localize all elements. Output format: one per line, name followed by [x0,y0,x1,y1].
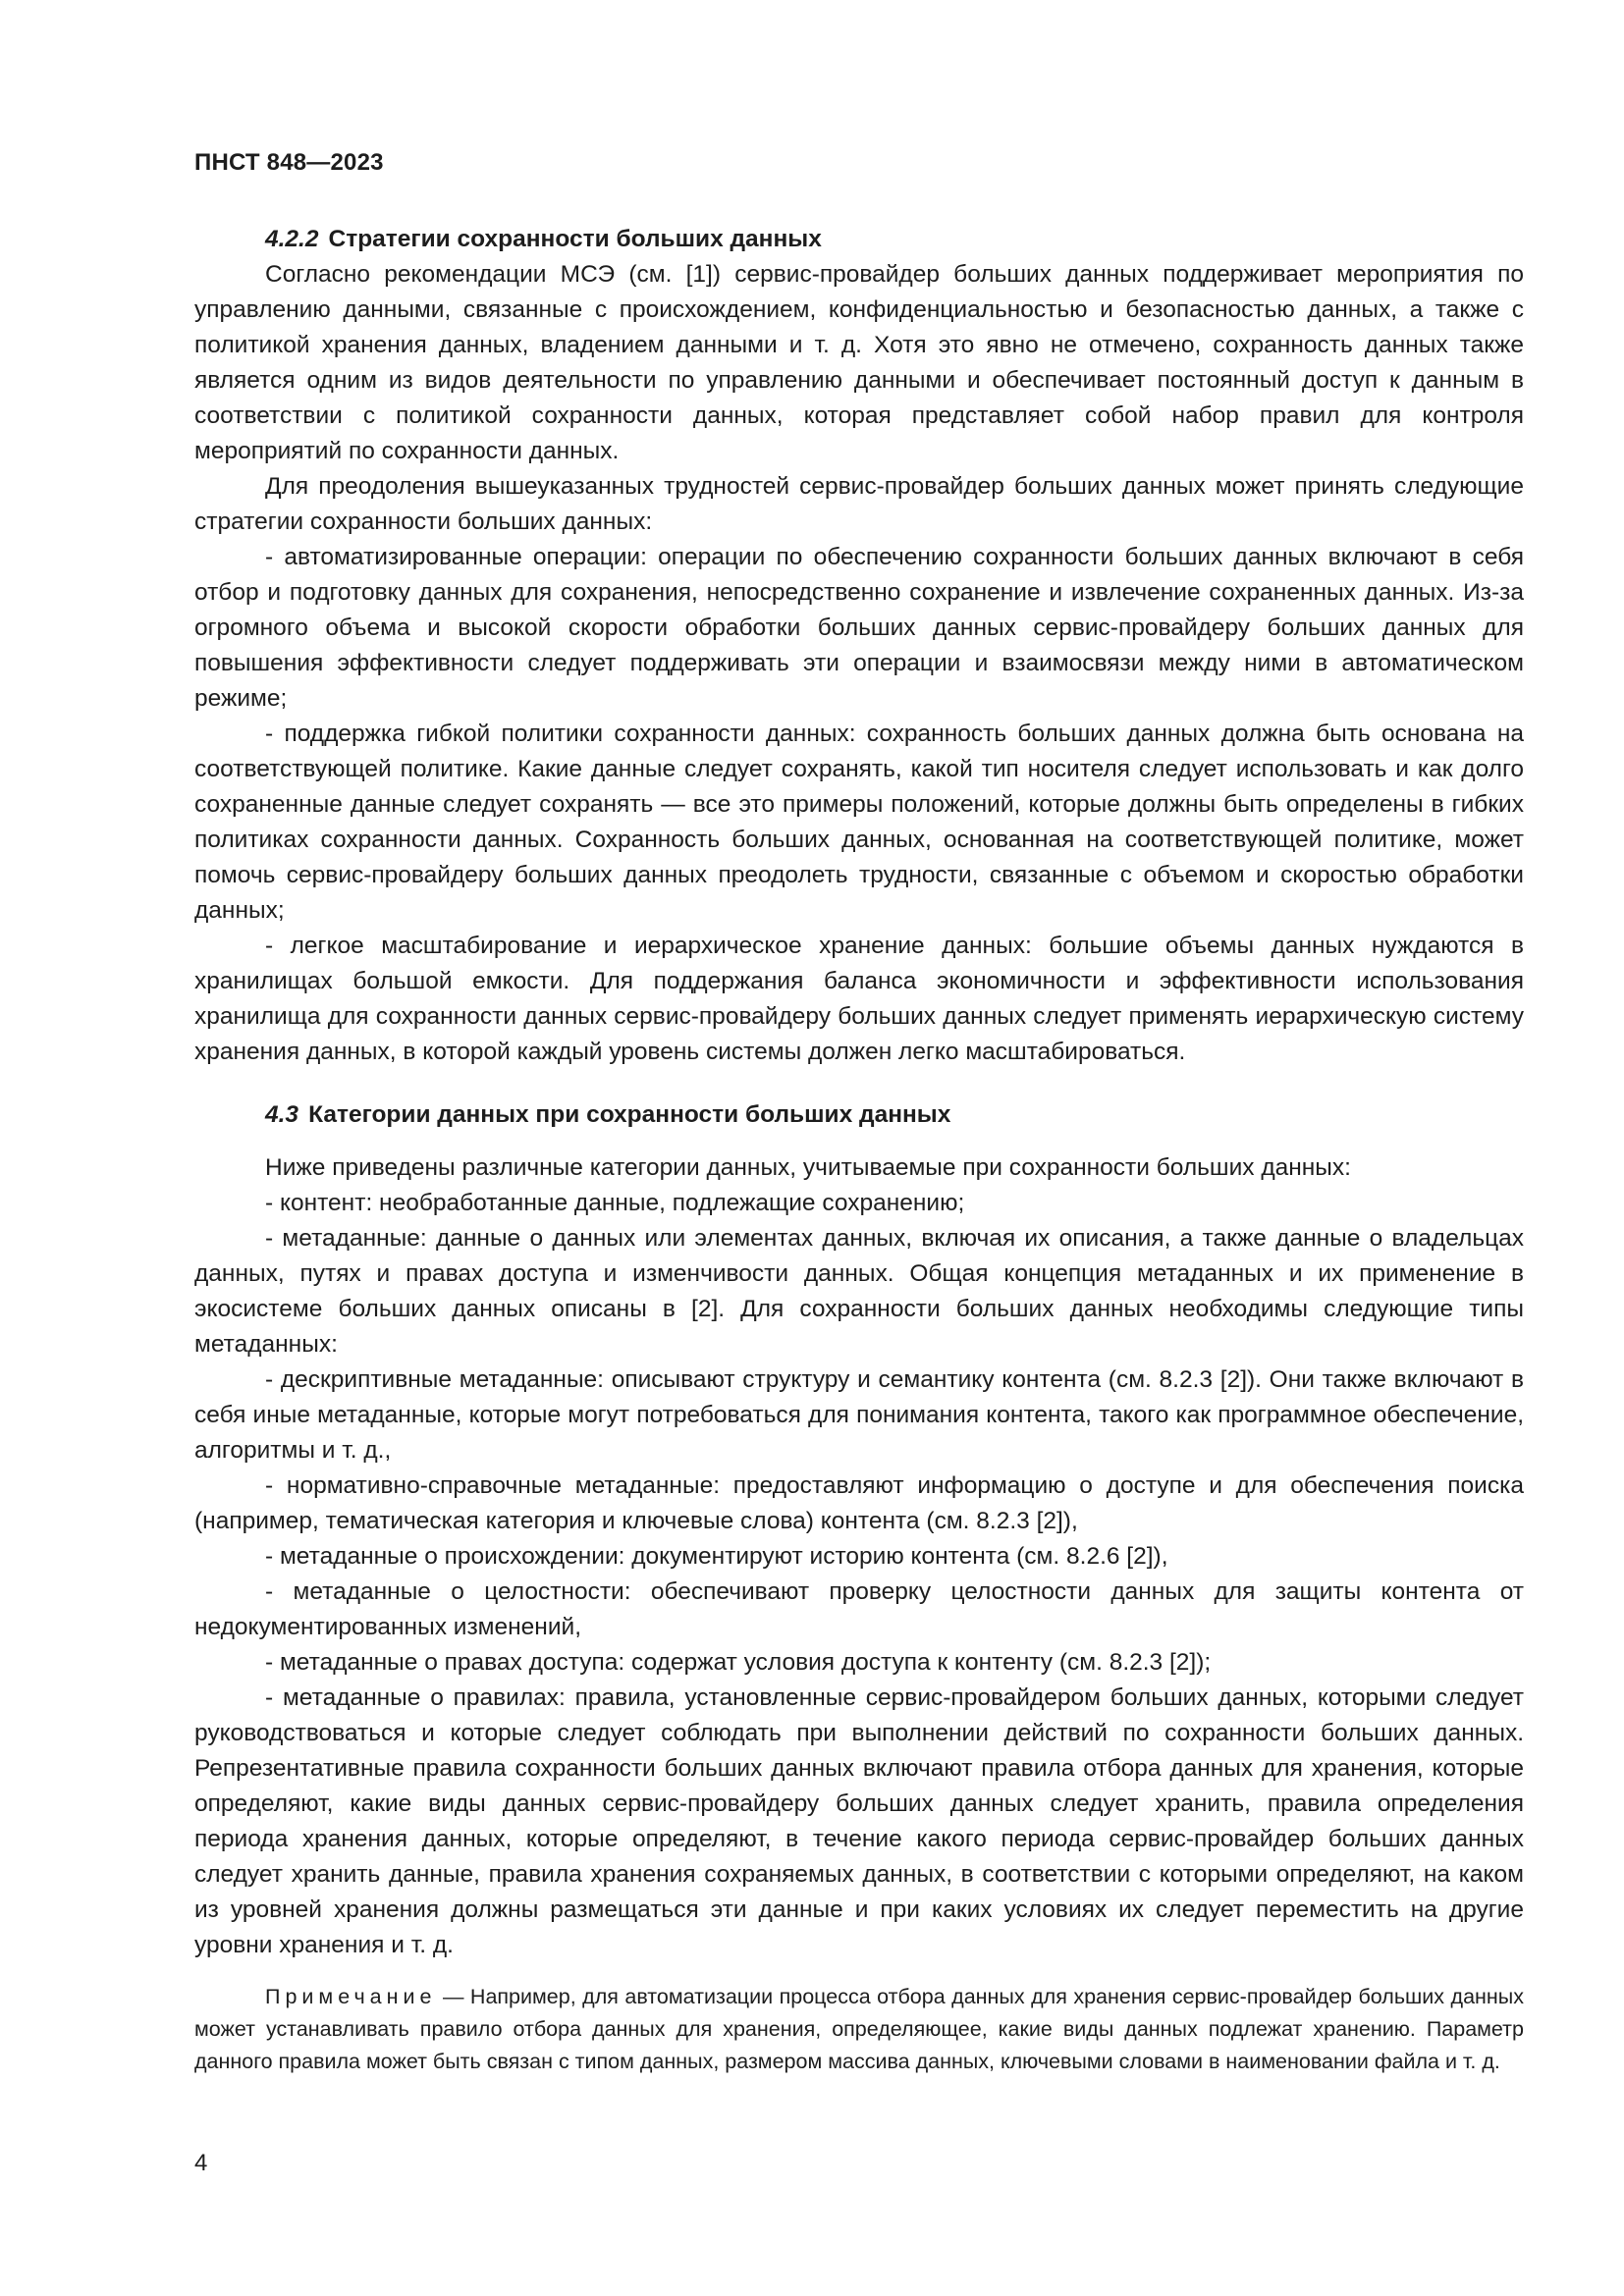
section-title: Стратегии сохранности больших данных [328,226,822,252]
list-item: - поддержка гибкой политики сохранности данных: сохранность больших данных должна быть основана на соответствующей политике. Какие данные следует сохранять, какой тип носителя следует использовать и как долго сохраненные данные следует сохранять — все это примеры положений, которые должны быть определены в гибких политиках сохранности данных. Сохранность больших данных, основанная на соответствующей политике, может помочь сервис-провайдеру больших данных преодолеть трудности, связанные с объемом и скоростью обработки данных; [194,721,1524,924]
section-heading-4-2-2 [194,222,1524,257]
document-code-header: ПНСТ 848—2023 [194,149,384,176]
list-item: - легкое масштабирование и иерархическое хранение данных: большие объемы данных нуждаются в хранилищах большой емкости. Для поддержания баланса экономичности и эффективности использования хранилища для сохранности данных сервис-провайдеру больших данных следует применять иерархическую систему хранения данных, в которой каждый уровень системы должен легко масштабироваться. [194,933,1524,1065]
section-number: 4.3 [265,1101,299,1128]
section-heading-4-3 [194,1097,1524,1133]
list-item: - метаданные: данные о данных или элементах данных, включая их описания, а также данные о владельцах данных, путях и правах доступа и изменчивости данных. Общая концепция метаданных и их применение в экосистеме больших данных описаны в [2]. Для сохранности больших данных необходимы следующие типы метаданных: [194,1225,1524,1358]
note-label: Примечание [265,1985,437,2008]
list-item: - контент: необработанные данные, подлежащие сохранению; [265,1190,965,1216]
page-content [194,222,1524,2078]
section-number: 4.2.2 [265,226,319,252]
note-paragraph [194,1981,1524,2078]
note-text: — Например, для автоматизации процесса отбора данных для хранения сервис-провайдер больших данных может устанавливать правило отбора данных для хранения, определяющее, какие виды данных подлежат хранению. Параметр данного правила может быть связан с типом данных, размером массива данных, ключевыми словами в наименовании файла и т. д. [194,1985,1524,2073]
list-item: - дескриптивные метаданные: описывают структуру и семантику контента (см. 8.2.3 [2]). Они также включают в себя иные метаданные, которые могут потребоваться для понимания контента, такого как программное обеспечение, алгоритмы и т. д., [194,1366,1524,1464]
list-item: - метаданные о правилах: правила, установленные сервис-провайдером больших данных, которыми следует руководствоваться и которые следует соблюдать при выполнении действий по сохранности больших данных. Репрезентативные правила сохранности больших данных включают правила отбора данных для хранения, которые определяют, какие виды данных сервис-провайдеру больших данных следует хранить, правила определения периода хранения данных, которые определяют, в течение какого периода сервис-провайдер больших данных следует хранить данные, правила хранения сохраняемых данных, в соответствии с которыми определяют, на каком из уровней хранения должны размещаться эти данные и при каких условиях их следует переместить на другие уровни хранения и т. д. [194,1684,1524,1958]
list-item: - автоматизированные операции: операции по обеспечению сохранности больших данных включают в себя отбор и подготовку данных для сохранения, непосредственно сохранение и извлечение сохраненных данных. Из-за огромного объема и высокой скорости обработки больших данных сервис-провайдеру больших данных для повышения эффективности следует поддерживать эти операции и взаимосвязи между ними в автоматическом режиме; [194,544,1524,712]
paragraph: Согласно рекомендации МСЭ (см. [1]) сервис-провайдер больших данных поддерживает мероприятия по управлению данными, связанные с происхождением, конфиденциальностью и безопасностью данных, а также с политикой хранения данных, владением данными и т. д. Хотя это явно не отмечено, сохранность данных также является одним из видов деятельности по управлению данными и обеспечивает постоянный доступ к данным в соответствии с политикой сохранности данных, которая представляет собой набор правил для контроля мероприятий по сохранности данных. [194,261,1524,464]
paragraph: Для преодоления вышеуказанных трудностей сервис-провайдер больших данных может принять следующие стратегии сохранности больших данных: [194,473,1524,535]
page-number: 4 [194,2150,208,2176]
list-item: - метаданные о целостности: обеспечивают проверку целостности данных для защиты контента от недокументированных изменений, [194,1578,1524,1640]
section-title: Категории данных при сохранности больших данных [308,1101,951,1128]
list-item: - метаданные о правах доступа: содержат условия доступа к контенту (см. 8.2.3 [2]); [265,1649,1212,1676]
list-item: - метаданные о происхождении: документируют историю контента (см. 8.2.6 [2]), [265,1543,1168,1570]
list-item: - нормативно-справочные метаданные: предоставляют информацию о доступе и для обеспечения поиска (например, тематическая категория и ключевые слова) контента (см. 8.2.3 [2]), [194,1472,1524,1534]
paragraph: Ниже приведены различные категории данных, учитываемые при сохранности больших данных: [265,1154,1351,1181]
